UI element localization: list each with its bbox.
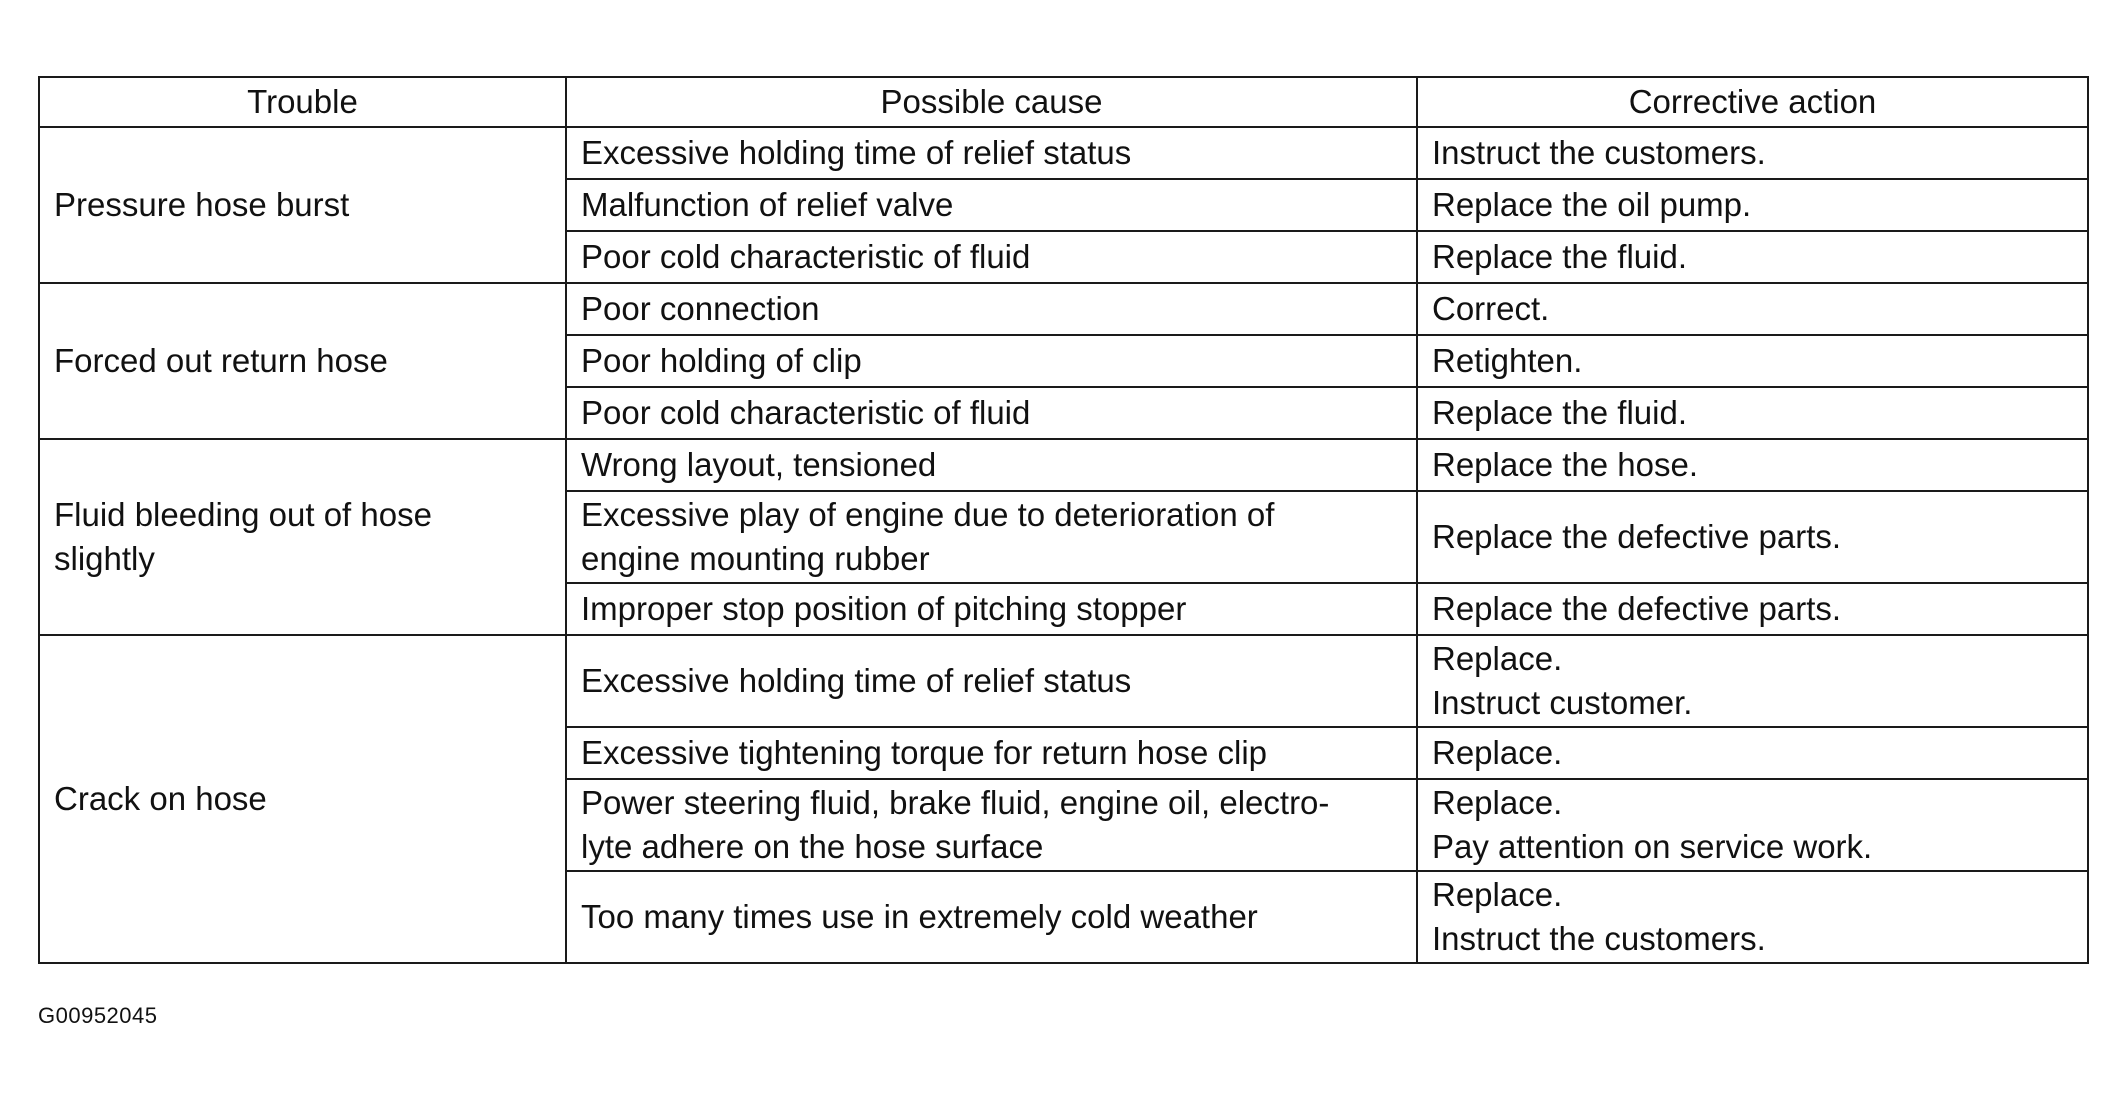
- action-text: Replace.: [1432, 784, 1563, 822]
- action-cell: [1417, 727, 2088, 779]
- action-text: Replace the oil pump.: [1432, 186, 1752, 224]
- cause-text: Excessive holding time of relief status: [581, 662, 1132, 700]
- cause-cell: [566, 127, 1417, 179]
- table-row: [39, 635, 2088, 727]
- cause-text: engine mounting rubber: [581, 540, 930, 577]
- cause-text: lyte adhere on the hose surface: [581, 828, 1044, 865]
- action-cell: [1417, 439, 2088, 491]
- trouble-text: Forced out return hose: [54, 342, 388, 380]
- figure-id: G00952045: [38, 1003, 158, 1028]
- header-corrective-action: Corrective action: [1417, 77, 2088, 127]
- troubleshooting-table: [38, 76, 2089, 964]
- table-row: [39, 283, 2088, 335]
- action-cell: [1417, 127, 2088, 179]
- cause-text: Poor holding of clip: [581, 342, 862, 380]
- trouble-cell: [39, 283, 566, 439]
- action-cell: [1417, 491, 2088, 583]
- action-text: Replace the hose.: [1432, 446, 1699, 484]
- cause-cell: [566, 727, 1417, 779]
- cause-cell: [566, 387, 1417, 439]
- cause-cell: [566, 871, 1417, 963]
- action-text: Instruct the customers.: [1432, 134, 1766, 172]
- cause-cell: [566, 635, 1417, 727]
- header-trouble: Trouble: [39, 77, 566, 127]
- action-text: Instruct the customers.: [1432, 920, 1766, 957]
- trouble-text: Pressure hose burst: [54, 186, 350, 224]
- action-text: Retighten.: [1432, 342, 1583, 380]
- trouble-cell: [39, 635, 566, 963]
- trouble-cell: [39, 127, 566, 283]
- action-cell: [1417, 335, 2088, 387]
- cause-cell: [566, 779, 1417, 871]
- trouble-text: slightly: [54, 540, 155, 577]
- table-row: [39, 127, 2088, 179]
- cause-text: Poor cold characteristic of fluid: [581, 394, 1031, 432]
- action-text: Replace.: [1432, 640, 1563, 678]
- cause-text: Power steering fluid, brake fluid, engine oil, electro-: [581, 784, 1330, 822]
- cause-cell: [566, 491, 1417, 583]
- cause-text: Malfunction of relief valve: [581, 186, 954, 224]
- trouble-cell: [39, 439, 566, 635]
- action-cell: [1417, 635, 2088, 727]
- action-text: Replace.: [1432, 734, 1563, 772]
- cause-text: Poor connection: [581, 290, 820, 328]
- action-text: Replace.: [1432, 876, 1563, 914]
- cause-cell: [566, 439, 1417, 491]
- action-text: Replace the fluid.: [1432, 238, 1687, 276]
- action-text: Replace the fluid.: [1432, 394, 1687, 432]
- cause-cell: [566, 179, 1417, 231]
- cause-text: Improper stop position of pitching stopper: [581, 590, 1187, 628]
- trouble-text: Crack on hose: [54, 780, 267, 818]
- action-text: Correct.: [1432, 290, 1550, 328]
- action-text: Pay attention on service work.: [1432, 828, 1873, 865]
- table-row: [39, 439, 2088, 491]
- cause-text: Poor cold characteristic of fluid: [581, 238, 1031, 276]
- action-text: Instruct customer.: [1432, 684, 1693, 721]
- action-text: Replace the defective parts.: [1432, 518, 1842, 556]
- cause-text: Excessive play of engine due to deterioration of: [581, 496, 1275, 534]
- cause-text: Too many times use in extremely cold weather: [581, 898, 1258, 936]
- action-cell: [1417, 283, 2088, 335]
- action-cell: [1417, 387, 2088, 439]
- cause-cell: [566, 231, 1417, 283]
- action-cell: [1417, 179, 2088, 231]
- action-cell: [1417, 779, 2088, 871]
- cause-text: Excessive holding time of relief status: [581, 134, 1132, 172]
- cause-cell: [566, 283, 1417, 335]
- action-cell: [1417, 231, 2088, 283]
- header-possible-cause: Possible cause: [566, 77, 1417, 127]
- action-cell: [1417, 583, 2088, 635]
- trouble-text: Fluid bleeding out of hose: [54, 496, 432, 534]
- action-cell: [1417, 871, 2088, 963]
- cause-text: Excessive tightening torque for return hose clip: [581, 734, 1268, 772]
- cause-text: Wrong layout, tensioned: [581, 446, 937, 484]
- header-row: [39, 77, 2088, 127]
- cause-cell: [566, 335, 1417, 387]
- cause-cell: [566, 583, 1417, 635]
- action-text: Replace the defective parts.: [1432, 590, 1842, 628]
